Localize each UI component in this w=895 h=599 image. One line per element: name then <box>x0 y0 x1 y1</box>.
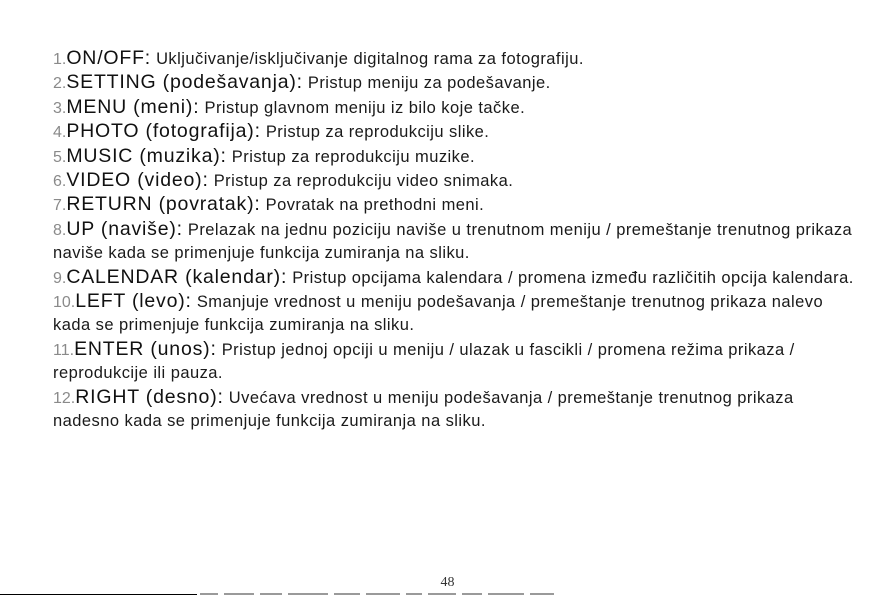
item-description: Povratak na prethodni meni. <box>260 196 485 215</box>
item-number: 5. <box>53 148 67 166</box>
button-description-list <box>53 47 858 434</box>
list-item <box>53 193 858 217</box>
item-number: 2. <box>53 75 67 93</box>
list-item <box>53 145 858 169</box>
item-key: UP (naviše): <box>66 217 183 240</box>
item-description: Pristup za reprodukciju video snimaka. <box>208 172 514 191</box>
list-item <box>53 169 858 193</box>
list-item <box>53 71 858 95</box>
page-number: 48 <box>440 575 455 590</box>
list-item <box>53 338 858 386</box>
item-number: 6. <box>53 173 67 191</box>
item-key: MUSIC (muzika): <box>66 144 227 167</box>
item-number: 11. <box>53 341 75 359</box>
item-key: RIGHT (desno): <box>75 385 224 408</box>
list-item <box>53 386 858 434</box>
item-key: MENU (meni): <box>66 95 200 118</box>
item-description: Pristup jednoj opciji u meniju / ulazak u fascikli / promena režima prikaza / reprodukcije ili pauza. <box>53 340 795 383</box>
item-key: LEFT (levo): <box>75 290 192 313</box>
item-number: 1. <box>53 51 67 68</box>
item-description: Prelazak na jednu poziciju naviše u trenutnom meniju / premeštanje trenutnog prikaza naviše kada se primenjuje funkcija zumiranja na sliku. <box>53 220 853 263</box>
item-description: Pristup glavnom meniju iz bilo koje tačke. <box>199 98 526 117</box>
list-item <box>53 120 858 144</box>
item-key: CALENDAR (kalendar): <box>66 265 288 288</box>
item-description: Uključivanje/isključivanje digitalnog rama za fotografiju. <box>151 50 584 68</box>
item-number: 10. <box>53 294 76 312</box>
item-key: SETTING (podešavanja): <box>66 71 303 94</box>
item-key: ENTER (unos): <box>74 337 217 360</box>
item-description: Pristup za reprodukciju muzike. <box>226 147 476 166</box>
footer-rule <box>0 594 197 595</box>
list-item <box>53 47 858 71</box>
list-item <box>53 266 858 290</box>
item-key: ON/OFF: <box>66 47 152 69</box>
item-description: Pristup opcijama kalendara / promena između različitih opcija kalendara. <box>287 268 854 287</box>
list-item <box>53 96 858 120</box>
item-description: Pristup meniju za podešavanje. <box>302 74 551 93</box>
item-key: PHOTO (fotografija): <box>66 120 261 143</box>
footer-print-marks <box>200 593 620 597</box>
item-key: VIDEO (video): <box>66 169 209 192</box>
list-item <box>53 218 858 266</box>
item-description: Uvećava vrednost u meniju podešavanja / premeštanje trenutnog prikaza nadesno kada se primenjuje funkcija zumiranja na sliku. <box>53 388 794 431</box>
item-number: 9. <box>53 269 67 287</box>
item-number: 3. <box>53 99 67 117</box>
item-key: RETURN (povratak): <box>66 193 261 216</box>
item-number: 12. <box>53 389 76 407</box>
item-number: 7. <box>53 197 67 215</box>
item-number: 4. <box>53 124 67 142</box>
item-description: Pristup za reprodukciju slike. <box>260 123 490 142</box>
item-description: Smanjuje vrednost u meniju podešavanja / premeštanje trenutnog prikaza nalevo kada se primenjuje funkcija zumiranja na sliku. <box>53 293 824 335</box>
item-number: 8. <box>53 221 67 239</box>
list-item <box>53 290 858 338</box>
